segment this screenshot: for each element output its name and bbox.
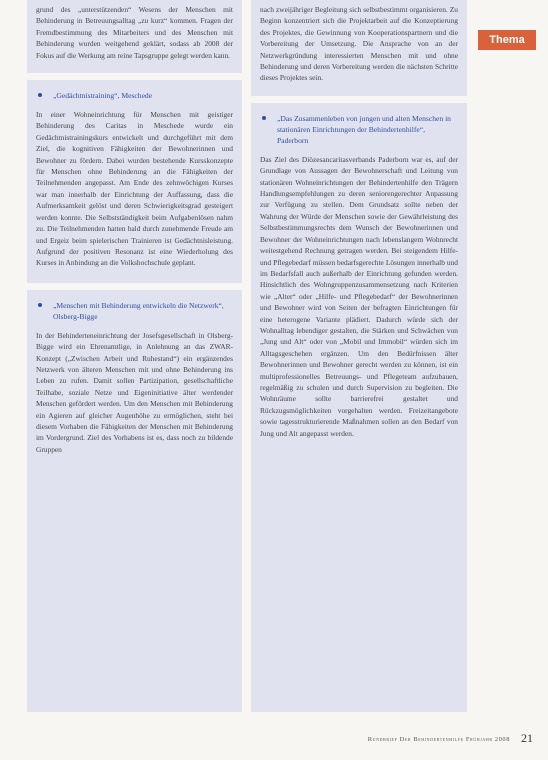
section-heading-paderborn: [251, 113, 467, 146]
section-paragraph-netzwerk: In der Behinderteneinrichtung der Josefsgesellschaft in Olsberg-Bigge wird ein Ehrenamtlige, in Anlehnung an das ZWAR-Konzept („Zwischen Arbeit und Ruhestand“) ein ergänzendes Netzwerk von älteren Menschen mit und ohne Behinderung ins Leben zu rufen. Damit sollen Partizipation, gesellschaftliche Teilhabe, soziale Netze und Eigeninitiative älter werdender Menschen gefördert werden. Um den Menschen mit Behinderung ein Agieren auf gleicher Augenhöhe zu ermöglichen, steht bei diesem Vorhaben die Fähigkeiten der Menschen mit Behinderung im Vordergrund. Ziel des Vorhabens ist es, dass noch zu bildende Gruppen: [36, 330, 233, 454]
left-column: [27, 0, 242, 712]
heading-text: „Menschen mit Behinderung entwickeln die Netzwerk“, Olsberg-Bigge: [53, 300, 224, 321]
section-heading-netzwerk: [27, 300, 242, 322]
right-column: [251, 0, 467, 712]
bullet-icon: [262, 116, 266, 120]
divider: [251, 96, 467, 103]
bullet-icon: [38, 303, 42, 307]
section-paragraph-paderborn: Das Ziel des Diözesancaritasverbands Paderborn war es, auf der Grundlage von Aussagen der Bewohnerschaft und Leitung von stationären Wohneinrichtungen der Behindertenhilfe den Trägern Handlungsempfehlungen zu deren seniorengerechter Anpassung zur Verfügung zu stellen. Dem Grundsatz sollte neben der Wahrung der Würde der Menschen sowie der Gewährleistung des Selbstbestimmungsrechts dem Wunsch der Bewohnerinnen und Bewohner der Wohneinrichtungen nach lebenslangem Wohnrecht weitestgehend Rechnung getragen werden. Bei steigendem Hilfe- und Pflegebedarf müssen bedarfsgerechte Lösungen innerhalb und im Bedarfsfall auch außerhalb der Einrichtung gefunden werden. Hinsichtlich des Wohngruppenzusammensetzung nach Kriterien wie „Alter“ oder „Hilfe- und Pflegebedarf“ der Bewohnerinnen und Bewohner wird von Seiten der befragten Einrichtungen für eine heterogene Variante plädiert. Dadurch würde sich der Wohnalltag lebendiger gestalten, die Stärken und Schwächen von „Jung und Alt“ oder von „Mobil und Immobil“ würden sich im Alltagsgeschehen ergänzen. Um den Bedürfnissen älter Bewohnerinnen und Bewohner gerecht werden zu können, ist ein multiprofessionelles Betreuungs- und Pflegeteam aufzubauen, regelmäßig zu schulen und durch Supervision zu begleiten. Die Wohnräume sollte barrierefrei gestaltet und Rückzugsmöglichkeiten vorgehalten werden. Freizeitangebote sowie tagesstrukturierende Maßnahmen sollen an den Bedarf von Jung und Alt angepasst werden.: [260, 154, 458, 438]
footer-journal-title: Rundbrief Der Behindertenhilfe Frühjahr 2008: [367, 736, 510, 743]
section-badge: Thema: [478, 30, 536, 50]
page-number: 21: [521, 731, 533, 745]
right-intro-paragraph: nach zweijähriger Begleitung sich selbstbestimmt organisieren. Zu Beginn konzentriert sich die Projektarbeit auf die Konzeptierung des Projektes, die Gewinnung von Kooperationspartnern und die Vorbereitung der Umsetzung. Die Ansprache von an der Netzwerkgründung interessierten Menschen mit und ohne Behinderung und deren Vorbereitung werden die nächsten Schritte dieses Projektes sein.: [260, 5, 458, 83]
left-intro-paragraph: grund des „unterstützenden“ Wesens der Menschen mit Behinderung in Betreuungsalltag „zu kurz“ kommen. Fragen der Fremdbestimmung des Mitarbeiters und des Menschen mit Behinderung wurden weitgehend geklärt, sodass ab 2008 der Fokus auf die Werkung am reine Tapsgruppe gelegt werden kann.: [36, 5, 233, 60]
section-heading-gedaechtnistraining: [27, 90, 242, 101]
divider: [27, 283, 242, 290]
heading-text: „Das Zusammenleben von jungen und alten Menschen in stationären Einrichtungen der Behindertenhilfe“, Paderborn: [277, 113, 451, 145]
section-paragraph-gedaechtnistraining: In einer Wohneinrichtung für Menschen mit geistiger Behinderung des Caritas in Meschede wurde ein Gedächtnistrainingskurs entwickelt und durchgeführt mit dem Ziel, die kognitiven Fähigkeiten der Bewohnerinnen und Bewohner zu fördern. Dabei wurden bestehende Kursskonzepte für Menschen ohne Behinderung an die Fähigkeiten der Teilnehmenden angepasst. Am Ende des zehnwöchigen Kurses war man innerhalb der Einrichtung der Auffassung, dass die Aufmerksamkeit gelöst und deren Schwierigkeitsgrad gesteigert werden konnte. Die Selbstständigkeit beim Aufgabenlösen nahm zu. Die Teilnehmenden hatten bald durch zunehmende Freude am und Ergeiz beim spielerischen Trainieren ist Gedächtnisleistung. Aufgrund der positiven Resonanz ist eine Wiederholung des Kurses in Anbindung an die Volkshochschule geplant.: [36, 110, 233, 268]
divider: [27, 73, 242, 80]
bullet-icon: [38, 93, 42, 97]
heading-text: „Gedächtnistraining“, Meschede: [53, 91, 153, 101]
